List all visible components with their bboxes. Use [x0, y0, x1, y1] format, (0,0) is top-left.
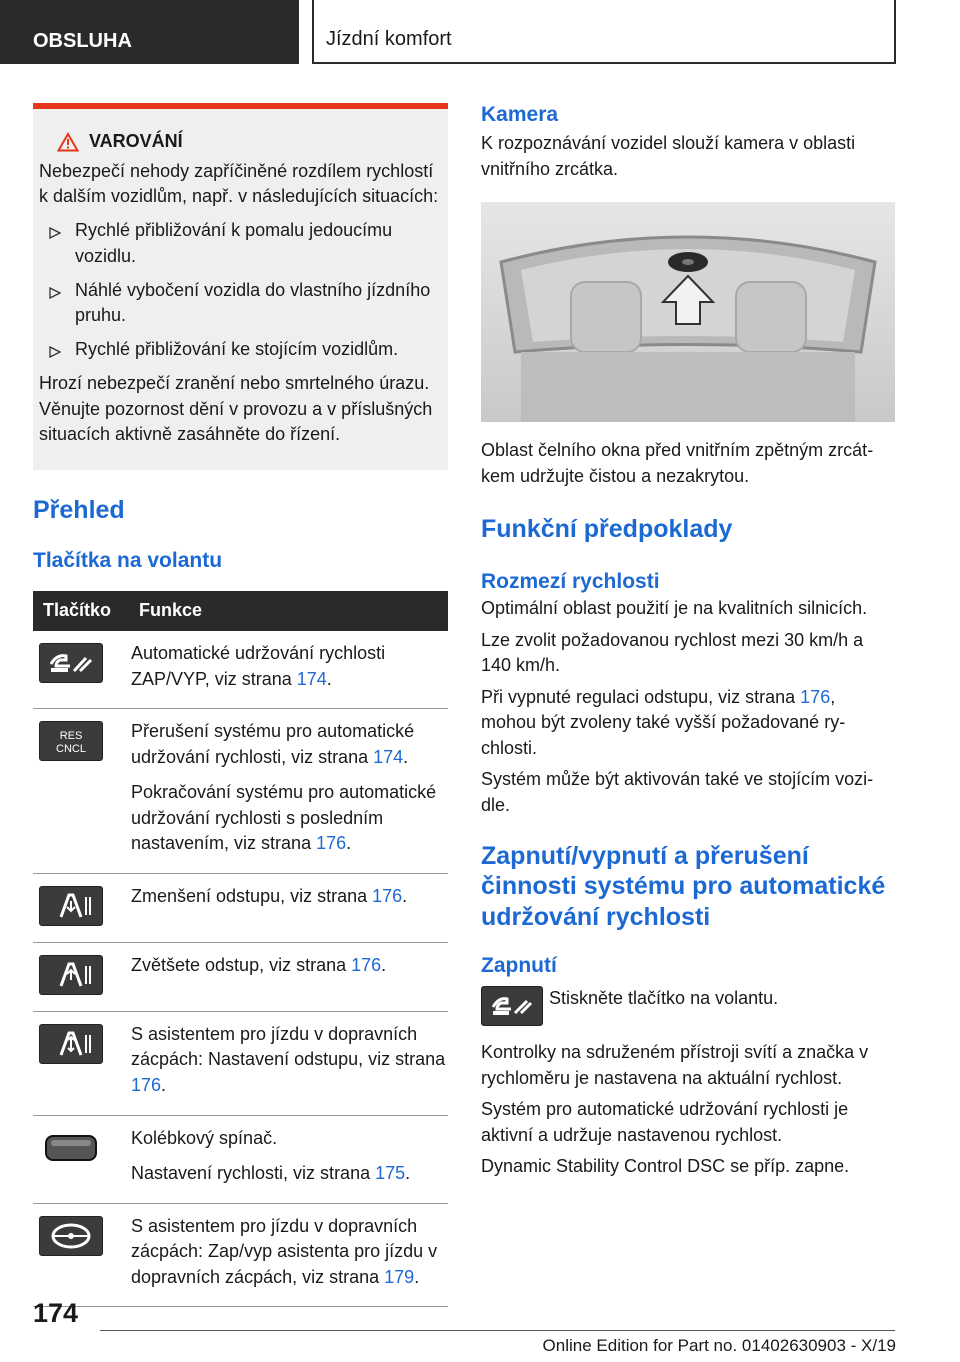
- function-text: [131, 953, 448, 979]
- distance-increase-icon: [39, 955, 103, 995]
- right-column: [481, 103, 895, 1180]
- svg-text:CNCL: CNCL: [56, 743, 86, 756]
- text-span: Zmenšení odstupu, viz strana: [131, 885, 373, 906]
- text-span: .: [414, 1266, 420, 1287]
- text-span: Pokračování systému pro automatické udržování rychlosti s posledním nastavením, viz strana: [131, 782, 437, 854]
- page-link[interactable]: 176: [372, 885, 403, 906]
- speed-paragraph: [481, 685, 895, 762]
- function-text: [131, 1161, 448, 1187]
- text-span: Přerušení systému pro automatické udržování rychlosti, viz strana: [131, 721, 415, 767]
- section-tab: [0, 0, 299, 64]
- prerequisites-heading: Funkční předpoklady: [481, 515, 733, 544]
- page-link[interactable]: 174: [296, 668, 327, 689]
- switch-on-paragraph: Dynamic Stability Control DSC se příp. zapne.: [481, 1156, 850, 1177]
- warning-item: [39, 218, 442, 269]
- text-span: .: [381, 954, 387, 975]
- function-text: [131, 1214, 448, 1291]
- warning-item-text: Rychlé přibližování ke stojícím vozidlům.: [75, 339, 399, 360]
- page-link[interactable]: 179: [384, 1266, 415, 1287]
- text-span: .: [403, 746, 409, 767]
- button-cell: [33, 1011, 129, 1115]
- bullet-triangle-icon: [49, 346, 61, 358]
- text-span: .: [161, 1075, 167, 1095]
- function-text: [131, 719, 448, 770]
- text-span: S asistentem pro jízdu v dopravních zácpách: Nastavení odstupu, viz strana: [131, 1023, 446, 1070]
- button-cell: [33, 942, 129, 1011]
- text-span: .: [405, 1163, 411, 1184]
- page-link[interactable]: 176: [131, 1075, 162, 1095]
- warning-intro: Nebezpečí nehody zapříčiněné rozdílem rychlostí k dalším vozidlům, např. v následujících situacích:: [39, 160, 439, 207]
- cruise-control-icon: [39, 643, 103, 683]
- speed-paragraph: Optimální oblast použití je na kvalitních silnicích.: [481, 598, 868, 619]
- table-row: [33, 709, 448, 874]
- page-link[interactable]: 176: [351, 954, 382, 975]
- table-header-function: Funkce: [129, 591, 448, 631]
- camera-caption: Oblast čelního okna před vnitřním zpětným zrcátkem udržujte čistou a nezakrytou.: [481, 440, 874, 486]
- function-cell: [129, 631, 448, 709]
- section-title: OBSLUHA: [33, 30, 132, 52]
- rocker-switch-icon: [39, 1128, 103, 1168]
- text-span: .: [326, 668, 332, 689]
- traffic-jam-distance-icon: [39, 1024, 103, 1064]
- function-text: [131, 780, 448, 857]
- text-span: Automatické udržování rychlosti ZAP/VYP, viz strana: [131, 643, 386, 689]
- warning-outro: Hrozí nebezpečí zranění nebo smrtelného úrazu. Věnujte pozornost dění v provozu a v příslušných situacích aktivně zasáhněte do řízení.: [39, 372, 433, 445]
- text-span: .: [346, 833, 352, 854]
- chapter-tab: [312, 0, 896, 64]
- text-span: Zvětšete odstup, viz strana: [131, 954, 352, 975]
- page-link[interactable]: 174: [373, 746, 404, 767]
- warning-box: [33, 103, 448, 470]
- function-text: [131, 1126, 448, 1152]
- function-cell: [129, 709, 448, 874]
- camera-photo: [481, 202, 895, 422]
- page-number: 174: [33, 1298, 79, 1328]
- cruise-control-icon: [481, 986, 543, 1026]
- function-text: [131, 1022, 448, 1099]
- warning-item-text: Rychlé přibližování k pomalu jedoucímu vozidlu.: [75, 220, 393, 266]
- switch-on-paragraph: Kontrolky na sdruženém přístroji svítí a značka v rychloměru je nastavena na aktuální rychlost.: [481, 1042, 869, 1088]
- warning-title-text: VAROVÁNÍ: [89, 131, 183, 151]
- chapter-title: Jízdní komfort: [326, 28, 452, 50]
- warning-list: [39, 218, 442, 363]
- table-row: [33, 873, 448, 942]
- switch-on-paragraph: Systém pro automatické udržování rychlosti je aktivní a udržuje nastavenou rychlost.: [481, 1099, 849, 1145]
- speed-range-heading: Rozmezí rychlosti: [481, 570, 660, 594]
- function-cell: [129, 1011, 448, 1115]
- function-cell: [129, 1203, 448, 1307]
- table-row: [33, 1011, 448, 1115]
- text-span: , mohou být zvoleny také vyšší požadované rychlosti.: [481, 686, 846, 758]
- switch-on-text: Stiskněte tlačítko na volantu.: [549, 988, 779, 1009]
- warning-item: [39, 278, 442, 329]
- speed-paragraph: Systém může být aktivován také ve stojícím vozidle.: [481, 769, 874, 816]
- steering-assist-icon: [39, 1216, 103, 1256]
- windshield-illustration: [481, 202, 895, 422]
- button-cell: [33, 873, 129, 942]
- text-span: Nastavení rychlosti, viz strana: [131, 1163, 376, 1184]
- buttons-table: [33, 591, 448, 1307]
- steering-buttons-heading: Tlačítka na volantu: [33, 549, 223, 573]
- camera-heading: Kamera: [481, 103, 559, 126]
- table-row: [33, 631, 448, 709]
- warning-item-text: Náhlé vybočení vozidla do vlastního jízdního pruhu.: [75, 279, 431, 326]
- table-row: [33, 942, 448, 1011]
- warning-title: [57, 129, 442, 155]
- page-link[interactable]: 176: [316, 833, 347, 854]
- button-cell: [33, 1203, 129, 1307]
- page-link[interactable]: 176: [800, 686, 831, 707]
- table-header-button: Tlačítko: [33, 591, 129, 631]
- text-span: S asistentem pro jízdu v dopravních zácpách: Zap/vyp asistenta pro jízdu v dopravních zácpách, viz strana: [131, 1215, 438, 1287]
- warning-item: [39, 337, 442, 363]
- button-cell: [33, 1115, 129, 1203]
- footer-divider: [100, 1330, 895, 1331]
- text-span: Při vypnuté regulaci odstupu, viz strana: [481, 686, 801, 707]
- svg-text:RES: RES: [59, 730, 83, 743]
- footer-edition: Online Edition for Part no. 01402630903 - X/19: [542, 1336, 896, 1355]
- table-row: [33, 1203, 448, 1307]
- distance-decrease-icon: [39, 886, 103, 926]
- bullet-triangle-icon: [49, 287, 61, 299]
- table-row: [33, 1115, 448, 1203]
- bullet-triangle-icon: [49, 227, 61, 239]
- warning-triangle-icon: [57, 132, 79, 152]
- res-cncl-icon: [39, 721, 103, 761]
- camera-text: K rozpoznávání vozidel slouží kamera v oblasti vnitřního zrcátka.: [481, 133, 856, 179]
- switch-on-heading: Zapnutí: [481, 954, 557, 978]
- text-span: .: [402, 885, 408, 906]
- function-cell: [129, 942, 448, 1011]
- page-link[interactable]: 175: [375, 1163, 406, 1184]
- function-text: [131, 884, 448, 910]
- text-span: Kolébkový spínač.: [131, 1127, 278, 1148]
- function-text: [131, 641, 448, 692]
- switch-on-instruction: [481, 986, 895, 1026]
- button-cell: [33, 631, 129, 709]
- function-cell: [129, 873, 448, 942]
- on-off-heading: Zapnutí/vypnutí a přerušení činnosti systému pro automatické udržování rychlosti: [481, 841, 886, 931]
- left-column: [33, 103, 448, 1307]
- overview-heading: Přehled: [33, 496, 125, 525]
- function-cell: [129, 1115, 448, 1203]
- speed-paragraph: Lze zvolit požadovanou rychlost mezi 30 km/h a 140 km/h.: [481, 629, 864, 676]
- table-header-row: [33, 591, 448, 631]
- button-cell: [33, 709, 129, 874]
